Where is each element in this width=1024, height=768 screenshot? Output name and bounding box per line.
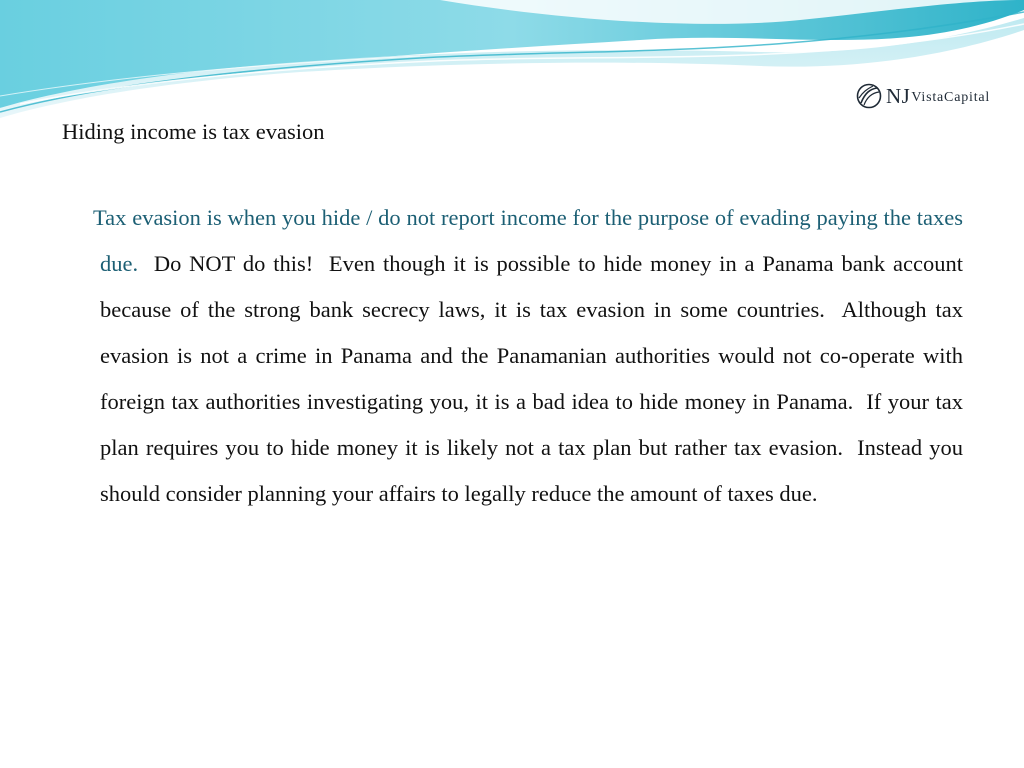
logo-text-vistacapital: VistaCapital	[911, 90, 991, 105]
logo-text-nj: NJ	[886, 83, 911, 108]
highlighted-definition: Tax evasion is when you hide / do not report income for the purpose of evading paying the taxes due.	[93, 205, 963, 276]
slide-title: Hiding income is tax evasion	[62, 119, 325, 144]
company-logo	[856, 82, 996, 110]
body-paragraph-rest: Do NOT do this! Even though it is possible to hide money in a Panama bank account because of the strong bank secrecy laws, it is tax evasion in some countries. Although tax evasion is not a crime in Panama and the Panamanian authorities would not co-operate with foreign tax authorities investigating you, it is a bad idea to hide money in Panama. If your tax plan requires you to hide money it is likely not a tax plan but rather tax evasion. Instead you should consider planning your affairs to legally reduce the amount of taxes due.	[100, 251, 963, 506]
globe-logo-icon	[856, 83, 882, 109]
body-paragraph	[93, 195, 963, 517]
header-wave-decoration	[0, 0, 1024, 130]
